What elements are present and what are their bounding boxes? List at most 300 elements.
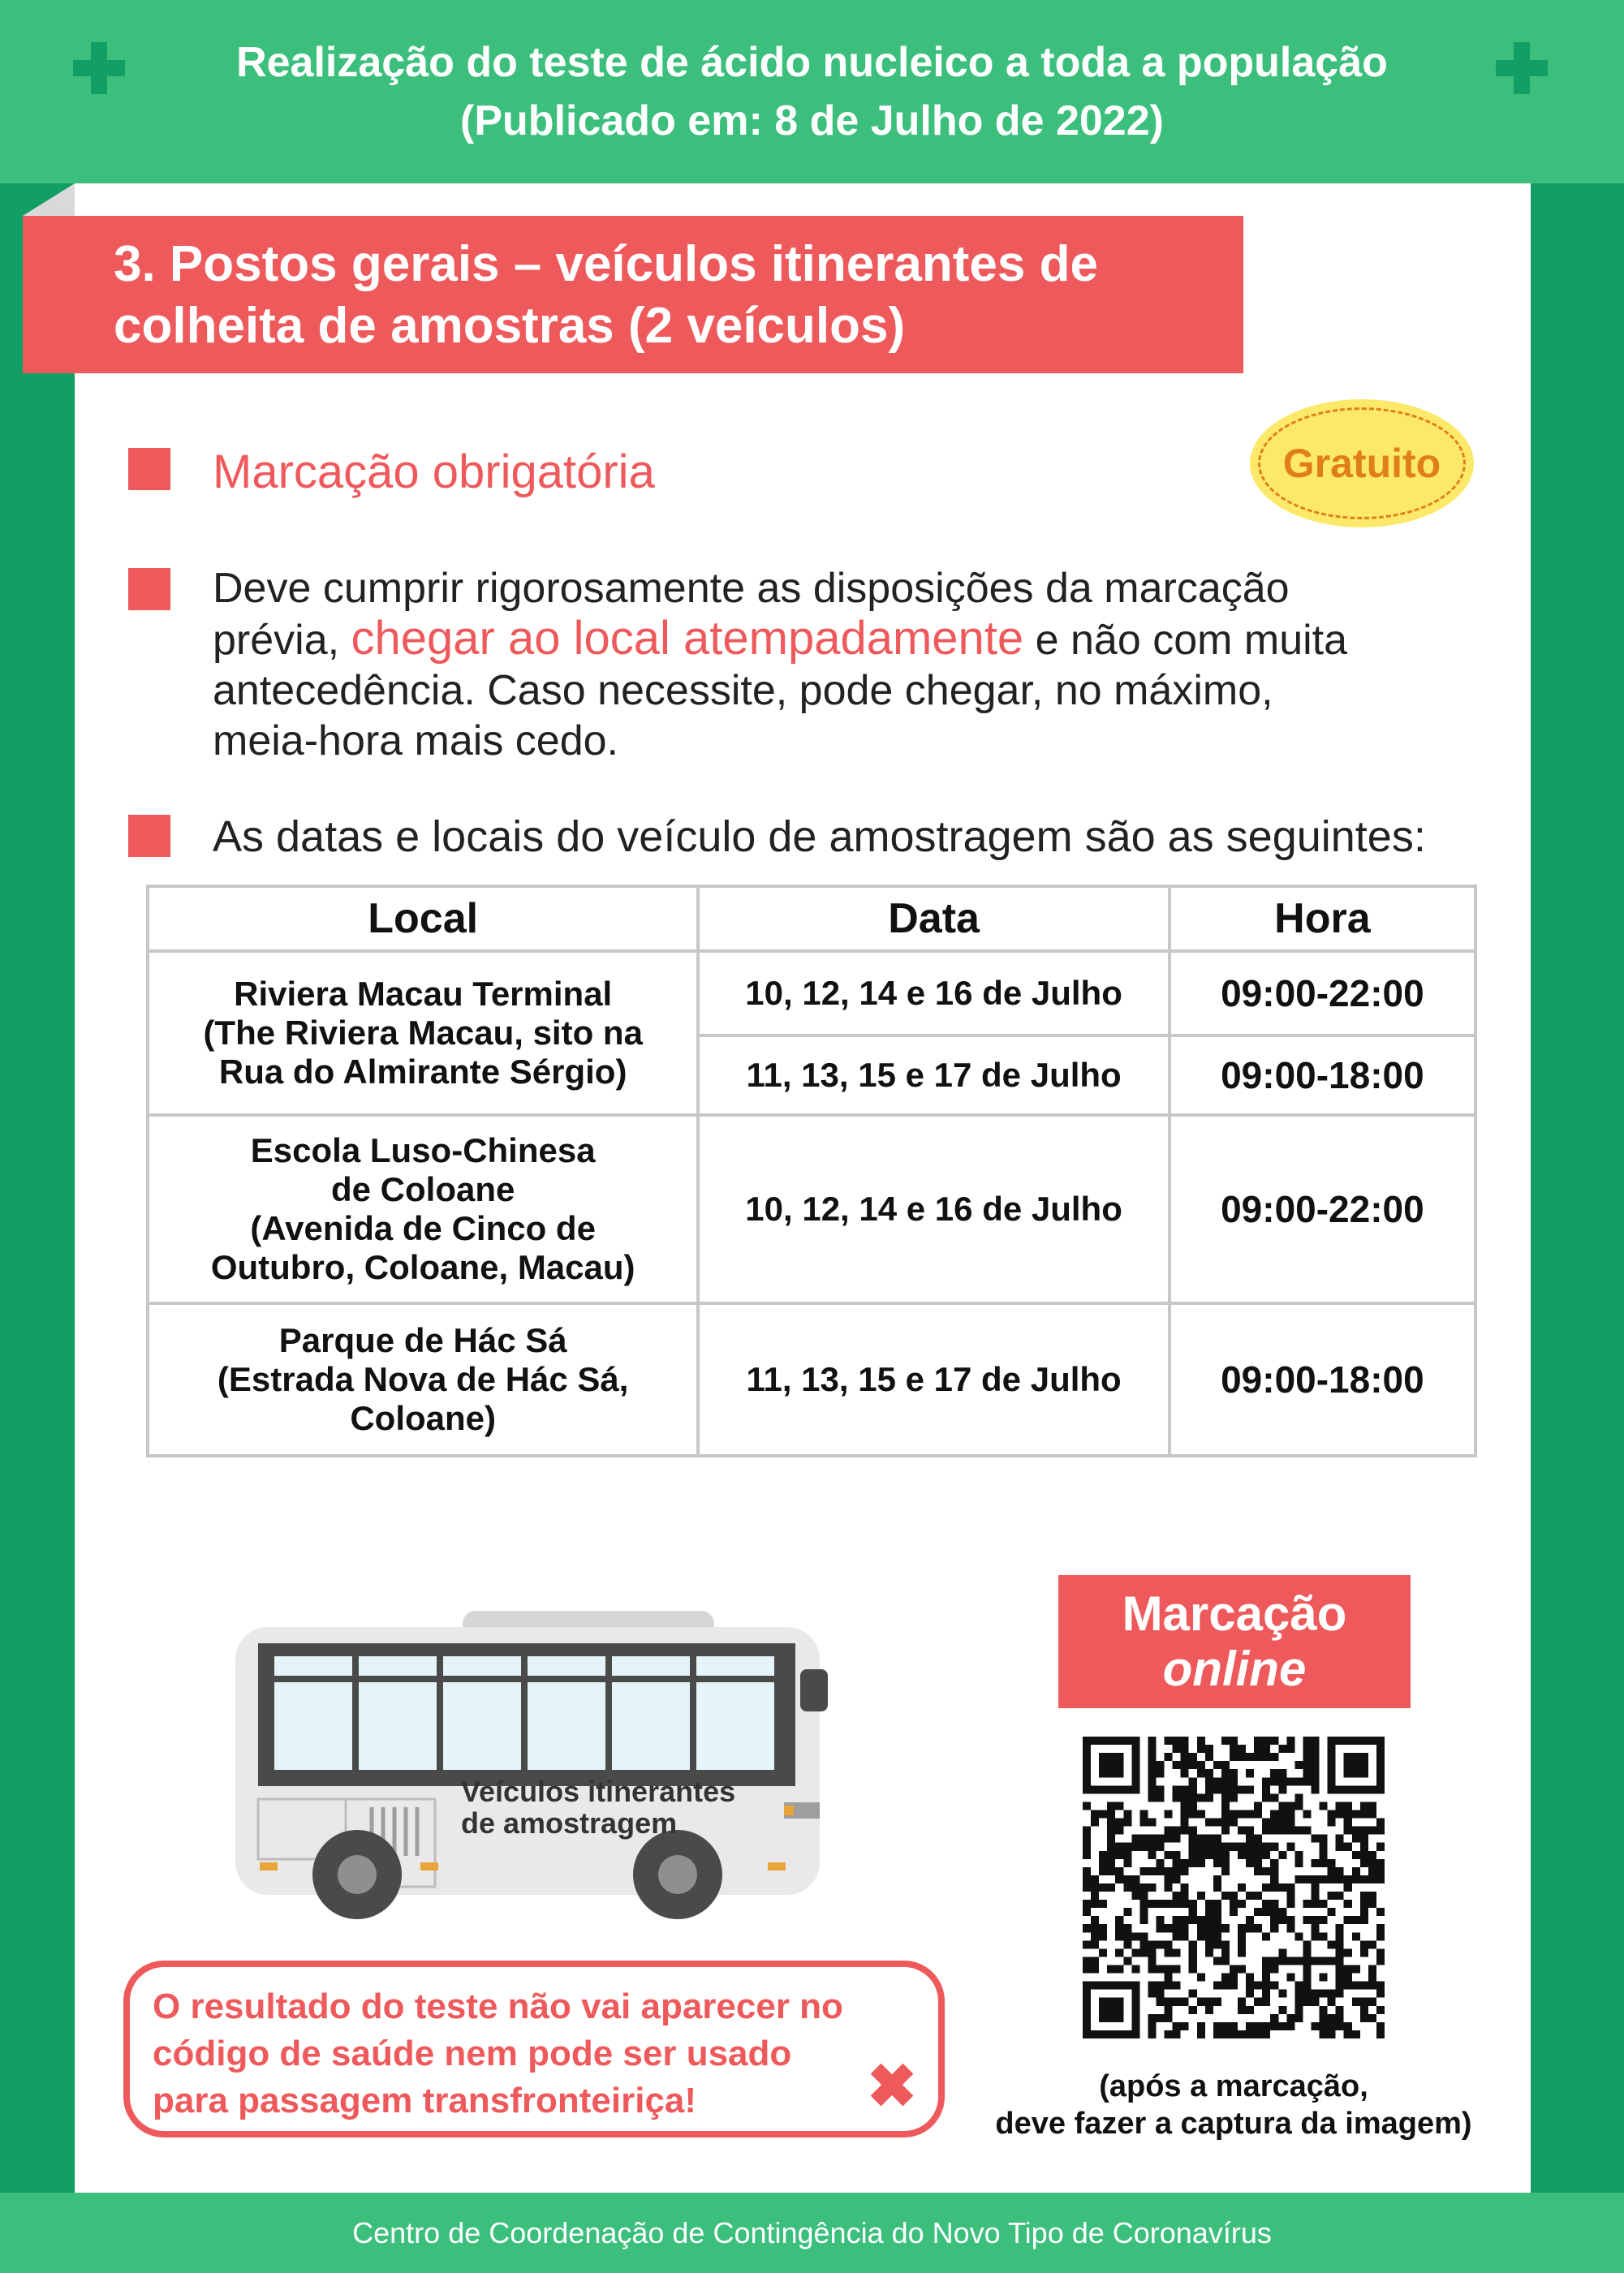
qr-module (1230, 1745, 1238, 1753)
qr-module (1368, 1875, 1376, 1883)
qr-module (1262, 2022, 1270, 2030)
table-row (148, 951, 1475, 1035)
qr-module (1230, 1900, 1238, 1908)
qr-module (1344, 2022, 1352, 2030)
qr-module (1181, 1769, 1189, 1777)
qr-module (1221, 1785, 1230, 1793)
section-banner (23, 216, 1243, 373)
qr-module (1254, 1998, 1262, 2006)
qr-module (1213, 1851, 1221, 1859)
qr-module (1131, 1835, 1139, 1843)
qr-module (1115, 1802, 1123, 1810)
qr-module (1368, 1867, 1376, 1875)
online-booking-line2: online (1162, 1642, 1307, 1696)
warning-line1: O resultado do teste não vai aparecer no (153, 1987, 843, 2026)
qr-module (1107, 1802, 1115, 1810)
table-row (148, 1115, 1475, 1303)
qr-module (1286, 1737, 1294, 1745)
qr-module (1181, 1883, 1189, 1892)
qr-module (1312, 1875, 1320, 1883)
qr-module (1221, 1982, 1230, 1990)
qr-module (1165, 1883, 1173, 1892)
qr-module (1165, 1982, 1173, 1990)
qr-module (1107, 1843, 1115, 1851)
qr-module (1246, 2030, 1254, 2038)
qr-module (1262, 1851, 1270, 1859)
qr-module (1376, 1859, 1385, 1867)
qr-module (1352, 2030, 1360, 2038)
qr-module (1254, 1859, 1262, 1867)
qr-module (1173, 1932, 1181, 1940)
qr-module (1312, 1924, 1320, 1932)
instruction-highlight: chegar ao local atempadamente (351, 612, 1024, 665)
qr-module (1238, 1932, 1246, 1940)
qr-module (1376, 1908, 1385, 1916)
qr-module (1262, 1965, 1270, 1974)
time-cell: 09:00-22:00 (1170, 1115, 1475, 1303)
qr-module (1286, 2022, 1294, 2030)
qr-module (1312, 1892, 1320, 1900)
qr-module (1286, 1819, 1294, 1827)
qr-module (1360, 1948, 1368, 1957)
qr-module (1197, 1924, 1205, 1932)
date-cell: 11, 13, 15 e 17 de Julho (698, 1303, 1169, 1456)
qr-module (1312, 1883, 1320, 1892)
qr-module (1360, 1859, 1368, 1867)
qr-module (1270, 1859, 1278, 1867)
qr-module (1278, 2006, 1286, 2014)
qr-module (1312, 1737, 1320, 1745)
location-line: (The Riviera Macau, sito na (203, 1014, 643, 1052)
sheet-fold-corner (23, 183, 75, 216)
qr-module (1262, 1932, 1270, 1940)
qr-module (1278, 1957, 1286, 1965)
qr-module (1181, 1785, 1189, 1793)
qr-module (1368, 1851, 1376, 1859)
qr-module (1173, 1851, 1181, 1859)
qr-module (1083, 1835, 1091, 1843)
qr-module (1189, 1761, 1197, 1769)
qr-module (1376, 1875, 1385, 1883)
qr-module (1213, 1785, 1221, 1793)
qr-module (1312, 1753, 1320, 1761)
qr-module (1189, 1827, 1197, 1835)
qr-module (1286, 1974, 1294, 1982)
location-cell (148, 951, 698, 1115)
qr-module (1312, 1859, 1320, 1867)
qr-module (1312, 1932, 1320, 1940)
qr-module (1165, 1924, 1173, 1932)
qr-module (1238, 1843, 1246, 1851)
qr-module (1115, 1948, 1123, 1957)
qr-module (1181, 1745, 1189, 1753)
qr-module (1107, 1859, 1115, 1867)
qr-module (1165, 1974, 1173, 1982)
qr-module (1213, 2030, 1221, 2038)
qr-module (1156, 1761, 1164, 1769)
qr-module (1099, 1867, 1107, 1875)
qr-module (1148, 1835, 1156, 1843)
qr-module (1139, 1940, 1148, 1948)
qr-module (1205, 1785, 1213, 1793)
qr-module (1213, 1883, 1221, 1892)
qr-module (1294, 1793, 1303, 1802)
qr-module (1286, 1883, 1294, 1892)
qr-module (1205, 1940, 1213, 1948)
qr-module (1173, 1785, 1181, 1793)
qr-module (1221, 1851, 1230, 1859)
qr-module (1189, 1810, 1197, 1818)
qr-module (1344, 1827, 1352, 1835)
qr-module (1107, 1827, 1115, 1835)
qr-module (1181, 1924, 1189, 1932)
qr-module (1238, 1785, 1246, 1793)
col-header-data: Data (698, 886, 1169, 951)
qr-module (1262, 1777, 1270, 1785)
qr-module (1262, 1998, 1270, 2006)
qr-module (1213, 1843, 1221, 1851)
qr-module (1352, 1827, 1360, 1835)
qr-module (1303, 1777, 1311, 1785)
qr-module (1148, 1851, 1156, 1859)
qr-module (1213, 1835, 1221, 1843)
qr-module (1107, 1819, 1115, 1827)
qr-module (1320, 1875, 1328, 1883)
qr-module (1262, 1990, 1270, 1998)
qr-module (1262, 2030, 1270, 2038)
qr-module (1270, 1843, 1278, 1851)
qr-module (1303, 1737, 1311, 1745)
qr-module (1238, 1745, 1246, 1753)
qr-module (1189, 1859, 1197, 1867)
qr-module (1131, 1875, 1139, 1883)
qr-module (1270, 1810, 1278, 1818)
qr-module (1352, 1867, 1360, 1875)
qr-module (1376, 1982, 1385, 1990)
qr-module (1148, 1948, 1156, 1957)
qr-module (1360, 2014, 1368, 2022)
col-header-local: Local (148, 886, 698, 951)
qr-module (1344, 1875, 1352, 1883)
location-line: (Estrada Nova de Hác Sá, (217, 1360, 629, 1398)
online-booking-label (1058, 1575, 1411, 1708)
qr-module (1344, 1819, 1352, 1827)
qr-module (1294, 1777, 1303, 1785)
qr-module (1083, 1867, 1091, 1875)
qr-module (1173, 1900, 1181, 1908)
qr-module (1165, 2014, 1173, 2022)
qr-module (1270, 1924, 1278, 1932)
qr-module (1286, 2014, 1294, 2022)
qr-module (1181, 1753, 1189, 1761)
qr-module (1091, 1883, 1099, 1892)
publish-date: (Publicado em: 8 de Julho de 2022) (460, 97, 1164, 144)
qr-module (1254, 1835, 1262, 1843)
qr-module (1139, 1835, 1148, 1843)
qr-module (1165, 1867, 1173, 1875)
qr-module (1221, 2022, 1230, 2030)
qr-module (1123, 1810, 1131, 1818)
qr-module (1197, 1892, 1205, 1900)
qr-module (1246, 1892, 1254, 1900)
qr-module (1262, 1867, 1270, 1875)
qr-module (1156, 1769, 1164, 1777)
qr-module (1278, 1851, 1286, 1859)
qr-module (1189, 1793, 1197, 1802)
qr-module (1181, 2022, 1189, 2030)
qr-module (1197, 1737, 1205, 1745)
qr-module (1278, 1916, 1286, 1924)
bus-label-line2: de amostragem (461, 1806, 678, 1840)
table-header-row (148, 886, 1475, 951)
qr-module (1107, 1835, 1115, 1843)
qr-module (1115, 1932, 1123, 1940)
qr-module (1320, 2030, 1328, 2038)
qr-module (1294, 1990, 1303, 1998)
qr-module (1270, 1916, 1278, 1924)
qr-module (1344, 2030, 1352, 2038)
bullet-square-icon (128, 448, 170, 490)
qr-module (1165, 1900, 1173, 1908)
qr-module (1360, 1900, 1368, 1908)
qr-module (1091, 1916, 1099, 1924)
qr-module (1099, 1851, 1107, 1859)
qr-module (1270, 1900, 1278, 1908)
qr-module (1091, 1924, 1099, 1932)
qr-module (1173, 2030, 1181, 2038)
qr-module (1189, 2006, 1197, 2014)
qr-module (1189, 1908, 1197, 1916)
qr-module (1083, 1908, 1091, 1916)
qr-module (1173, 1916, 1181, 1924)
qr-code-icon[interactable] (1083, 1737, 1385, 2038)
qr-module (1148, 1940, 1156, 1948)
qr-module (1221, 2030, 1230, 2038)
qr-module (1278, 1810, 1286, 1818)
qr-module (1230, 2030, 1238, 2038)
qr-module (1197, 2022, 1205, 2030)
location-line: Outubro, Coloane, Macau) (210, 1248, 635, 1286)
qr-module (1083, 1827, 1091, 1835)
qr-module (1221, 1924, 1230, 1932)
qr-module (1303, 1827, 1311, 1835)
qr-module (1278, 2022, 1286, 2030)
section-title-line2: colheita de amostras (2 veículos) (114, 298, 906, 354)
qr-module (1376, 1827, 1385, 1835)
qr-module (1197, 1916, 1205, 1924)
qr-module (1115, 1965, 1123, 1974)
qr-module (1352, 1998, 1360, 2006)
qr-module (1148, 1793, 1156, 1802)
qr-module (1230, 1965, 1238, 1974)
qr-module (1303, 1900, 1311, 1908)
qr-module (1286, 1916, 1294, 1924)
qr-module (1173, 1965, 1181, 1974)
qr-module (1262, 1737, 1270, 1745)
qr-module (1368, 1810, 1376, 1818)
qr-module (1181, 1737, 1189, 1745)
qr-module (1131, 1965, 1139, 1974)
qr-module (1173, 1924, 1181, 1932)
location-line: Parque de Hác Sá (278, 1321, 567, 1359)
qr-module (1139, 1900, 1148, 1908)
qr-module (1083, 1957, 1091, 1965)
qr-module (1344, 1965, 1352, 1974)
qr-module (1148, 1737, 1156, 1745)
qr-module (1131, 1843, 1139, 1851)
qr-module (1344, 1802, 1352, 1810)
qr-module (1189, 1990, 1197, 1998)
qr-module (1099, 1948, 1107, 1957)
qr-module (1320, 1843, 1328, 1851)
qr-module (1139, 1819, 1148, 1827)
qr-module (1181, 1932, 1189, 1940)
qr-module (1368, 1900, 1376, 1908)
qr-module (1303, 1769, 1311, 1777)
qr-module (1156, 1900, 1164, 1908)
qr-module (1360, 1940, 1368, 1948)
location-cell (148, 1303, 698, 1456)
schedule-table (146, 885, 1477, 1457)
qr-module (1312, 1785, 1320, 1793)
qr-module (1286, 1810, 1294, 1818)
bus-label-line1: Veículos itinerantes (461, 1775, 736, 1808)
qr-module (1205, 1819, 1213, 1827)
qr-module (1205, 1924, 1213, 1932)
qr-module (1148, 1777, 1156, 1785)
qr-module (1352, 1916, 1360, 1924)
qr-module (1262, 1827, 1270, 1835)
qr-module (1328, 1867, 1336, 1875)
qr-module (1270, 1867, 1278, 1875)
qr-module (1197, 1835, 1205, 1843)
qr-module (1278, 1948, 1286, 1957)
qr-module (1213, 1859, 1221, 1867)
qr-module (1278, 1745, 1286, 1753)
qr-module (1238, 2006, 1246, 2014)
qr-module (1131, 1883, 1139, 1892)
qr-module (1230, 1737, 1238, 1745)
qr-module (1328, 1892, 1336, 1900)
qr-module (1246, 1924, 1254, 1932)
qr-module (1148, 1965, 1156, 1974)
qr-module (1230, 1777, 1238, 1785)
qr-module (1205, 1916, 1213, 1924)
qr-module (1262, 1753, 1270, 1761)
qr-module (1376, 1957, 1385, 1965)
qr-module (1294, 1982, 1303, 1990)
qr-module (1238, 1900, 1246, 1908)
qr-module (1336, 2022, 1344, 2030)
qr-module (1099, 1883, 1107, 1892)
qr-module (1148, 1900, 1156, 1908)
qr-module (1148, 1957, 1156, 1965)
qr-module (1360, 1982, 1368, 1990)
qr-module (1286, 1924, 1294, 1932)
qr-module (1368, 2014, 1376, 2022)
qr-module (1205, 1753, 1213, 1761)
qr-module (1336, 1892, 1344, 1900)
qr-module (1107, 1851, 1115, 1859)
free-badge-label: Gratuito (1282, 441, 1441, 486)
qr-module (1352, 1851, 1360, 1859)
qr-module (1205, 1900, 1213, 1908)
qr-module (1344, 1883, 1352, 1892)
qr-module (1278, 1777, 1286, 1785)
qr-module (1312, 1777, 1320, 1785)
qr-module (1123, 1932, 1131, 1940)
qr-module (1230, 1819, 1238, 1827)
qr-module (1083, 1924, 1091, 1932)
qr-module (1270, 1769, 1278, 1777)
qr-module (1173, 1982, 1181, 1990)
instruction-line2-pre: prévia, (213, 617, 351, 664)
qr-module (1181, 1810, 1189, 1818)
qr-module (1181, 1892, 1189, 1900)
qr-module (1148, 1769, 1156, 1777)
qr-module (1221, 1859, 1230, 1867)
qr-module (1197, 1793, 1205, 1802)
qr-module (1131, 1892, 1139, 1900)
qr-module (1360, 1827, 1368, 1835)
qr-module (1181, 1819, 1189, 1827)
qr-module (1156, 1982, 1164, 1990)
location-line: Coloane) (350, 1399, 497, 1437)
qr-module (1156, 1785, 1164, 1793)
qr-module (1303, 1940, 1311, 1948)
qr-module (1336, 2006, 1344, 2014)
qr-module (1083, 1851, 1091, 1859)
qr-module (1278, 1819, 1286, 1827)
qr-module (1213, 1819, 1221, 1827)
qr-module (1148, 1843, 1156, 1851)
qr-module (1368, 1859, 1376, 1867)
qr-module (1294, 1998, 1303, 2006)
qr-module (1246, 1859, 1254, 1867)
qr-module (1376, 1843, 1385, 1851)
qr-module (1230, 1785, 1238, 1793)
qr-module (1270, 1965, 1278, 1974)
qr-module (1303, 1916, 1311, 1924)
qr-module (1123, 1851, 1131, 1859)
qr-module (1278, 1908, 1286, 1916)
qr-module (1148, 1990, 1156, 1998)
qr-module (1173, 1745, 1181, 1753)
location-line: Riviera Macau Terminal (234, 975, 613, 1013)
qr-module (1320, 2006, 1328, 2014)
qr-module (1115, 1819, 1123, 1827)
qr-module (1262, 1957, 1270, 1965)
qr-module (1262, 1908, 1270, 1916)
qr-module (1165, 1753, 1173, 1761)
qr-module (1205, 1932, 1213, 1940)
qr-module (1336, 2014, 1344, 2022)
qr-module (1165, 1948, 1173, 1957)
qr-module (1115, 1843, 1123, 1851)
qr-module (1107, 1965, 1115, 1974)
qr-module (1173, 1835, 1181, 1843)
qr-module (1336, 1810, 1344, 1818)
qr-module (1156, 1940, 1164, 1948)
qr-module (1156, 1843, 1164, 1851)
qr-module (1156, 1835, 1164, 1843)
qr-module (1270, 1737, 1278, 1745)
qr-module (1165, 1827, 1173, 1835)
qr-module (1294, 2006, 1303, 2014)
qr-module (1205, 1998, 1213, 2006)
qr-module (1294, 1802, 1303, 1810)
qr-module (1270, 1753, 1278, 1761)
